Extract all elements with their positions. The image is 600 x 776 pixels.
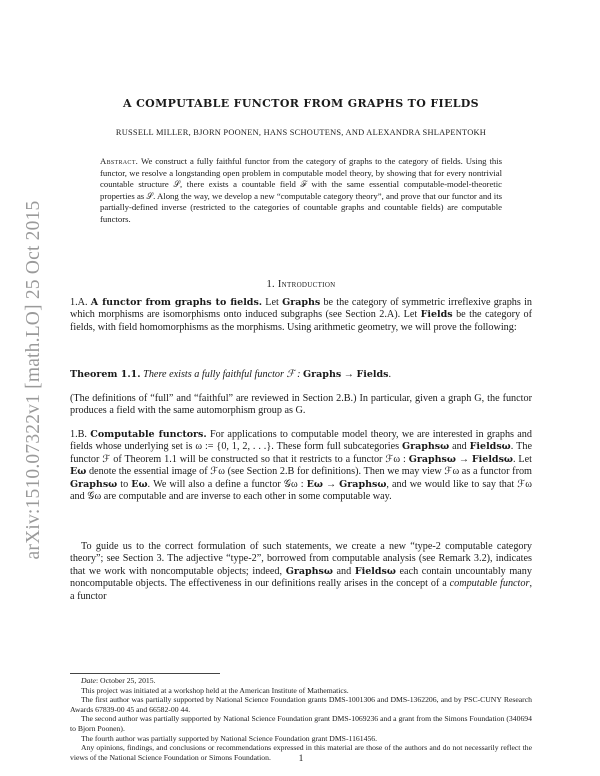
category-name: Eω [131,478,148,490]
footnote: The second author was partially supported by National Science Foundation grant DMS-1069236 and a grant from the Simons Foundation (340694 to Bjorn Poonen). [70,714,532,733]
arxiv-identifier: arXiv:1510.07322v1 [math.LO] 25 Oct 2015 [23,200,44,560]
text-run: . [388,369,392,380]
text-run: each contain uncountably many noncomputable objects. The effectiveness in our definitions really arises in the concept of a [70,565,532,590]
footnotes [70,676,532,762]
text-run: be the category of symmetric irreflexive graphs in which morphisms are isomorphisms onto induced subgraphs (see Section 2.A). Let [70,297,532,321]
category-name: Graphsω [70,478,118,490]
subsection-heading: A functor from graphs to fields. [90,297,263,308]
category-name: Graphsω [339,478,387,490]
footnote-rule [70,673,220,674]
subsection-heading: Computable functors. [90,429,207,440]
category-name: Fieldsω [471,453,513,465]
text-run: , and we would like to say that ℱω and 𝒢ω are computable and are inverse to each other in some computable way. [70,478,532,503]
footnote-date [70,676,532,686]
text-run: → [455,453,472,465]
text-run: , a functor [70,578,532,602]
text-run: . Let [512,453,532,465]
text-run: denote the essential image of ℱω (see Section 2.B for definitions). Then we may view ℱω as a functor from [86,466,532,478]
category-name: Fieldsω [354,565,396,577]
text-run: . The functor ℱ of Theorem 1.1 will be constructed so that it restricts to a functor ℱω : [70,441,532,465]
text-run: . We will also a define a functor 𝒢ω : [147,478,307,490]
theorem-label: Theorem 1.1. [70,369,141,380]
category-name: Fieldsω [469,441,511,453]
category-name: Fields [420,309,453,321]
abstract [100,156,502,226]
category-name: Graphsω [401,441,450,453]
text-run: For applications to computable model theory, we are interested in graphs and fields whose underlying set is ω := {0, 1, 2, . . .}. These form full subcategories [70,429,532,453]
category-name: Graphsω [408,453,456,465]
emphasized-term: computable functor [449,578,530,590]
section-number: 1. [266,279,275,290]
category-name: Graphs [282,297,321,308]
paragraph-1a [70,297,532,334]
paragraph-type2 [70,541,532,603]
text-run: and [332,565,355,577]
page-number: 1 [298,754,304,764]
date-label: Date [81,676,96,685]
paper-title: A COMPUTABLE FUNCTOR FROM GRAPHS TO FIELDS [123,97,479,110]
category-name: Eω [70,466,87,478]
date-value: : October 25, 2015. [95,676,156,685]
author-list: RUSSELL MILLER, BJORN POONEN, HANS SCHOUTENS, AND ALEXANDRA SHLAPENTOKH [115,128,487,137]
category-name: Graphs [303,369,342,380]
category-name: Fields [356,369,389,380]
subsection-label: 1.B. [70,429,87,440]
abstract-label: Abstract. [100,156,139,166]
abstract-text: We construct a fully faithful functor from the category of graphs to the category of fields. Using this functor, we resolve a longstanding open problem in computable model theory, by showing that for every nontrivial countable structure 𝒮, there exists a countable field ℱ with the same essential computable-model-theoretic properties as 𝒮. Along the way, we develop a new “computable category theory”, and prove that our functor and its partially-defined inverse (restricted to the categories of countable graphs and countable fields) are computable functors. [100,156,502,224]
paragraph-1b [70,429,532,503]
arrow-symbol: → [341,369,357,380]
arxiv-stamp [14,130,54,630]
theorem-text: There exists a fully faithful functor ℱ : [140,369,304,380]
footnote: The fourth author was partially supported by National Science Foundation grant DMS-1161456. [81,733,378,743]
category-name: Eω [306,478,323,490]
text-run: → [322,478,340,490]
text-run: To guide us to the correct formulation of such statements, we create a new “type-2 computable category theory”; see Section 3. The adjective “type-2”, borrowed from computable analysis (see Remark 3.2), indicates that we work with noncomputable objects; indeed, [70,541,532,577]
footnote: Any opinions, findings, and conclusions or recommendations expressed in this material are those of the authors and do not necessarily reflect the views of the National Science Foundation or Simons Foundation. [70,743,532,762]
section-heading [70,279,532,290]
text-run: to [117,478,132,490]
section-title-text: Introduction [277,279,336,290]
text-run: and [449,441,470,453]
paragraph-after-theorem: (The definitions of “full” and “faithful” are reviewed in Section 2.B.) In particular, given a graph G, the functor produces a field with the same automorphism group as G. [70,393,532,417]
text-run: Let [262,297,283,308]
footnote: This project was initiated at a workshop held at the American Institute of Mathematics. [81,685,349,695]
category-name: Graphsω [285,565,333,577]
footnote: The first author was partially supported by National Science Foundation grants DMS-1001306 and DMS-1362206, and by PSC-CUNY Research Awards 67839-00 45 and 66582-00 44. [70,695,532,714]
text-run: be the category of fields, with field homomorphisms as the morphisms. Using arithmetic geometry, we will prove the following: [70,309,532,333]
theorem-1-1 [70,369,532,380]
subsection-label: 1.A. [70,297,88,308]
